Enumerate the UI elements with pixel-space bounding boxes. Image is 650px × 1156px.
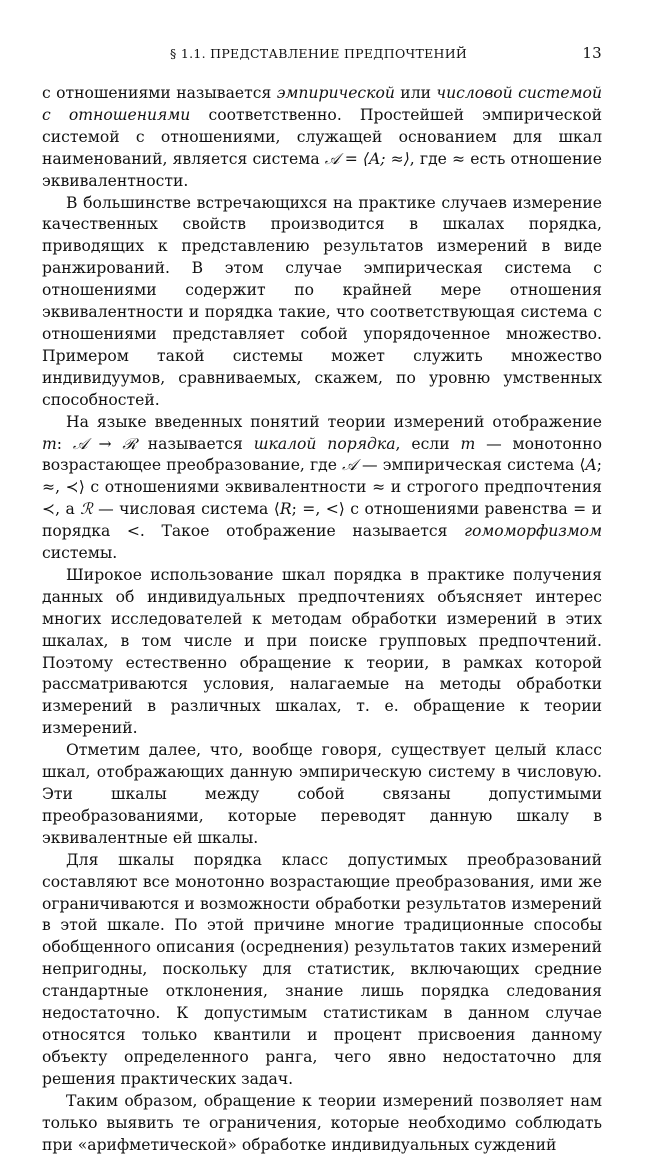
math-expression: 𝒜 [342,456,357,475]
text-segment: называется [136,434,254,453]
math-expression: 𝒜 = ⟨A; ≈⟩ [324,149,410,168]
math-expression: R [279,500,292,519]
text-segment: — монотонно возрастающее преобразование, где [42,434,602,475]
text-segment: системы. [42,544,118,563]
page-number: 13 [582,44,602,62]
text-segment: На языке введенных понятий теории измерений отображение [66,412,602,431]
text-segment: , где ≈ есть отношение эквивалентности. [42,149,603,190]
text-segment: — эмпирическая система ⟨ [356,456,586,475]
text-segment: ; =, <⟩ с отношениями равенства = и порядка <. Такое отображение называется [42,500,602,541]
paragraph [42,83,602,193]
text-segment: Широкое использование шкал порядка в практике получения данных об индивидуальных предпочтениях объясняет интерес многих исследователей к методам обработки измерений в этих шкалах, в том числе и при поиске групповых предпочтений. Поэтому естественно обращение к теории, в рамках которой рассматриваются условия, налагаемые на методы обработки измерений в различных шкалах, т. е. обращение к теории измерений. [42,565,602,738]
math-expression: A [585,456,597,475]
math-expression: ℛ [80,500,93,519]
italic-term: гомоморфизмом [464,522,602,541]
text-segment: Для шкалы порядка класс допустимых преобразований составляют все монотонно возрастающие преобразования, ими же ограничиваются и возможности обработки результатов измерений в этой шкале. По этой причине многие традиционные способы обобщенного описания (осреднения) результатов таких измерений непригодны, поскольку для статистик, включающих средние стандартные отклонения, знание лишь порядка следования недостаточно. К допустимым статистикам в данном случае относятся только квантили и процент присвоения данному объекту определенного ранга, чего явно недостаточно для решения практических задач. [42,850,602,1088]
text-segment: : [56,434,73,453]
italic-term: шкалой порядка [253,434,396,453]
paragraph [42,412,602,565]
text-segment: В большинстве встречающихся на практике случаев измерение качественных свойств производится в шкалах порядка, приводящих к представлению результатов измерений в виде ранжирований. В этом случае эмпирическая система с отношениями содержит по крайней мере отношения эквивалентности и порядка такие, что соответствующая система с отношениями представляет собой упорядоченное множество. Примером такой системы может служить множество индивидуумов, сравниваемых, скажем, по уровню умственных способностей. [42,193,602,409]
paragraph [42,850,602,1091]
text-segment: Отметим далее, что, вообще говоря, существует целый класс шкал, отображающих данную эмпирическую систему в числовую. Эти шкалы между собой связаны допустимыми преобразованиями, которые переводят данную шкалу в эквивалентные ей шкалы. [42,741,602,847]
paragraph [42,565,602,740]
text-segment: , если [395,434,461,453]
text-segment: с отношениями называется [42,84,277,102]
italic-term: числовой системой с отношениями [42,84,602,124]
text-segment: или [394,84,437,102]
body-text [42,83,602,1156]
paragraph [42,740,602,850]
text-segment: ; ≈, ≺⟩ с отношениями эквивалентности ≈ и строгого предпочтения ≺, а [42,456,602,519]
text-segment: Таким образом, обращение к теории измерений позволяет нам только выявить те ограничения, которые необходимо соблюдать при «арифметической» обработке индивидуальных суждений [42,1091,602,1154]
paragraph [42,193,602,412]
math-expression: m [460,434,476,453]
section-title: § 1.1. ПРЕДСТАВЛЕНИЕ ПРЕДПОЧТЕНИЙ [170,46,468,61]
book-page [42,42,602,1156]
text-segment: — числовая система ⟨ [92,500,280,519]
paragraph [42,1091,602,1156]
text-segment: соответственно. Простейшей эмпирической системой с отношениями, служащей основанием для шкал наименований, является система [42,105,602,168]
running-header [42,42,602,64]
math-expression: m [42,434,57,453]
italic-term: эмпирической [276,84,395,102]
math-expression: 𝒜 → ℛ [72,434,137,453]
